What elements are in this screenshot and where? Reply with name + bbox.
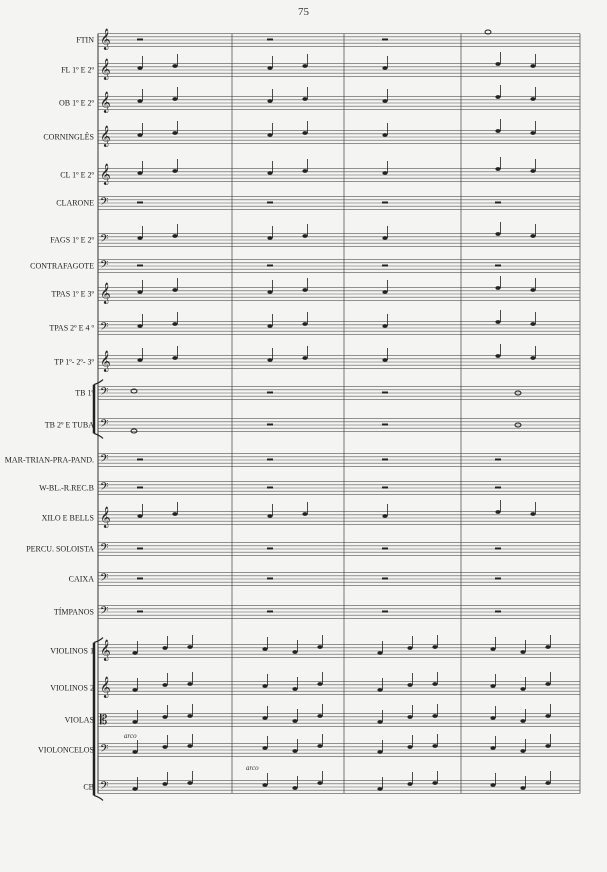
note-head: [432, 714, 437, 718]
note-head: [407, 782, 412, 786]
bass-clef-icon: 𝄢: [100, 572, 109, 587]
note-head: [292, 786, 297, 790]
note-head: [137, 358, 142, 362]
note-head: [132, 787, 137, 791]
treble-clef-icon: 𝄞: [100, 29, 111, 50]
note-head: [262, 684, 267, 688]
note-head: [407, 715, 412, 719]
note-head: [292, 749, 297, 753]
instrument-label: VIOLINOS 2: [50, 683, 94, 693]
note-head: [137, 99, 142, 103]
note-head: [267, 324, 272, 328]
note-head: [530, 288, 535, 292]
note-head: [162, 782, 167, 786]
note-head: [267, 358, 272, 362]
note-head: [382, 324, 387, 328]
note-head: [132, 651, 137, 655]
note-head: [530, 169, 535, 173]
note-head: [302, 322, 307, 326]
rest-mark: [267, 487, 273, 489]
instrument-label: W-BL.-R.REC.B: [39, 483, 94, 493]
bass-clef-icon: 𝄢: [100, 453, 109, 468]
note-head: [382, 133, 387, 137]
note-head: [187, 682, 192, 686]
note-head: [302, 288, 307, 292]
note-head: [172, 512, 177, 516]
note-head: [302, 512, 307, 516]
note-head: [292, 687, 297, 691]
note-head: [382, 514, 387, 518]
note-head: [317, 645, 322, 649]
instrument-label: XILO E BELLS: [41, 513, 94, 523]
note-head: [407, 646, 412, 650]
rest-mark: [267, 578, 273, 580]
rest-mark: [495, 459, 501, 461]
note-head: [131, 429, 137, 433]
note-head: [382, 290, 387, 294]
note-head: [292, 650, 297, 654]
note-head: [495, 286, 500, 290]
rest-mark: [495, 265, 501, 267]
note-head: [162, 646, 167, 650]
rest-mark: [137, 39, 143, 41]
instrument-label: TPAS 1º E 3º: [51, 289, 94, 299]
note-head: [187, 781, 192, 785]
note-head: [495, 167, 500, 171]
note-head: [137, 171, 142, 175]
note-head: [382, 171, 387, 175]
note-head: [520, 786, 525, 790]
note-head: [382, 358, 387, 362]
bass-clef-icon: 𝄢: [100, 321, 109, 336]
note-head: [172, 169, 177, 173]
strings-bracket-hook-bottom: [94, 795, 103, 800]
bass-clef-icon: 𝄢: [100, 605, 109, 620]
note-head: [267, 514, 272, 518]
rest-mark: [382, 611, 388, 613]
page-number: 75: [298, 6, 309, 18]
treble-clef-icon: 𝄞: [100, 640, 111, 661]
instrument-label: TÍMPANOS: [53, 607, 94, 617]
cello-arco-marking: arco: [124, 732, 137, 740]
note-head: [530, 512, 535, 516]
note-head: [302, 234, 307, 238]
note-head: [262, 647, 267, 651]
note-head: [377, 720, 382, 724]
instrument-label: TPAS 2º E 4 º: [49, 323, 94, 333]
instrument-label: PERCU. SOLOISTA: [26, 544, 94, 554]
rest-mark: [267, 611, 273, 613]
note-head: [187, 714, 192, 718]
alto-clef-icon: 𝄡: [100, 713, 108, 728]
instrument-label: CLARONE: [56, 198, 94, 208]
note-head: [545, 714, 550, 718]
rest-mark: [495, 202, 501, 204]
note-head: [495, 510, 500, 514]
rest-mark: [382, 548, 388, 550]
instrument-label: OB 1º E 2º: [59, 98, 94, 108]
note-head: [262, 716, 267, 720]
note-head: [267, 171, 272, 175]
rest-mark: [137, 611, 143, 613]
bass-clef-icon: 𝄢: [100, 743, 109, 758]
note-head: [267, 66, 272, 70]
treble-clef-icon: 𝄞: [100, 164, 111, 185]
bass-clef-icon: 𝄢: [100, 780, 109, 795]
rest-mark: [382, 578, 388, 580]
bass-clef-icon: 𝄢: [100, 259, 109, 274]
note-head: [495, 95, 500, 99]
note-head: [302, 356, 307, 360]
rest-mark: [137, 487, 143, 489]
note-head: [520, 719, 525, 723]
note-head: [407, 745, 412, 749]
note-head: [520, 650, 525, 654]
note-head: [545, 682, 550, 686]
rest-mark: [382, 459, 388, 461]
instrument-label: CONTRAFAGOTE: [30, 261, 94, 271]
cb-arco-marking: arco: [246, 764, 259, 772]
rest-mark: [495, 548, 501, 550]
note-head: [162, 745, 167, 749]
rest-mark: [267, 392, 273, 394]
rest-mark: [382, 424, 388, 426]
treble-clef-icon: 𝄞: [100, 92, 111, 113]
note-head: [490, 684, 495, 688]
note-head: [162, 715, 167, 719]
note-head: [377, 750, 382, 754]
note-head: [432, 781, 437, 785]
rest-mark: [382, 265, 388, 267]
note-head: [267, 236, 272, 240]
instrument-label: CB: [83, 782, 94, 792]
note-head: [317, 744, 322, 748]
instrument-label: FTIN: [76, 35, 94, 45]
note-head: [262, 746, 267, 750]
note-head: [490, 716, 495, 720]
note-head: [382, 66, 387, 70]
note-head: [302, 169, 307, 173]
instrument-label: TP 1º- 2º- 3º: [54, 357, 94, 367]
note-head: [530, 131, 535, 135]
note-head: [187, 645, 192, 649]
note-head: [172, 288, 177, 292]
bass-clef-icon: 𝄢: [100, 233, 109, 248]
instrument-label: TB 1º: [75, 388, 94, 398]
rest-mark: [137, 578, 143, 580]
note-head: [490, 783, 495, 787]
note-head: [545, 645, 550, 649]
instrument-label: VIOLAS: [64, 715, 94, 725]
note-head: [262, 783, 267, 787]
instrument-label: TB 2º E TUBA: [44, 420, 94, 430]
treble-clef-icon: 𝄞: [100, 507, 111, 528]
note-head: [495, 354, 500, 358]
rest-mark: [495, 487, 501, 489]
note-head: [495, 320, 500, 324]
note-head: [530, 97, 535, 101]
rest-mark: [267, 424, 273, 426]
note-head: [490, 647, 495, 651]
note-head: [137, 514, 142, 518]
note-head: [137, 66, 142, 70]
rest-mark: [137, 548, 143, 550]
rest-mark: [495, 578, 501, 580]
note-head: [292, 719, 297, 723]
instrument-label: CL 1º E 2º: [60, 170, 94, 180]
note-head: [432, 682, 437, 686]
instrument-label: CAIXA: [68, 574, 94, 584]
note-head: [302, 64, 307, 68]
rest-mark: [137, 265, 143, 267]
bass-clef-icon: 𝄢: [100, 542, 109, 557]
note-head: [302, 97, 307, 101]
note-head: [382, 236, 387, 240]
rest-mark: [267, 265, 273, 267]
note-head: [172, 64, 177, 68]
bass-clef-icon: 𝄢: [100, 418, 109, 433]
note-head: [132, 720, 137, 724]
treble-clef-icon: 𝄞: [100, 126, 111, 147]
note-head: [137, 324, 142, 328]
note-head: [132, 750, 137, 754]
rest-mark: [267, 548, 273, 550]
note-head: [490, 746, 495, 750]
note-head: [530, 234, 535, 238]
note-head: [267, 133, 272, 137]
treble-clef-icon: 𝄞: [100, 59, 111, 80]
note-head: [317, 781, 322, 785]
rest-mark: [137, 202, 143, 204]
treble-clef-icon: 𝄞: [100, 283, 111, 304]
note-head: [407, 683, 412, 687]
note-head: [137, 236, 142, 240]
note-head: [377, 688, 382, 692]
note-head: [520, 749, 525, 753]
note-head: [317, 682, 322, 686]
note-head: [317, 714, 322, 718]
note-head: [530, 64, 535, 68]
note-head: [495, 62, 500, 66]
rest-mark: [495, 611, 501, 613]
instrument-label: FL 1º E 2º: [61, 65, 94, 75]
note-head: [377, 651, 382, 655]
note-head: [172, 234, 177, 238]
note-head: [432, 744, 437, 748]
note-head: [382, 99, 387, 103]
rest-mark: [267, 39, 273, 41]
note-head: [495, 232, 500, 236]
note-head: [495, 129, 500, 133]
rest-mark: [382, 392, 388, 394]
note-head: [302, 131, 307, 135]
note-head: [545, 781, 550, 785]
note-head: [172, 131, 177, 135]
note-head: [172, 97, 177, 101]
instrument-label: VIOLINOS 1: [50, 646, 94, 656]
bass-clef-icon: 𝄢: [100, 196, 109, 211]
treble-clef-icon: 𝄞: [100, 351, 111, 372]
note-head: [132, 688, 137, 692]
note-head: [137, 290, 142, 294]
bass-clef-icon: 𝄢: [100, 386, 109, 401]
note-head: [267, 290, 272, 294]
rest-mark: [267, 459, 273, 461]
note-head: [267, 99, 272, 103]
rest-mark: [267, 202, 273, 204]
rest-mark: [382, 487, 388, 489]
instrument-label: FAGS 1º E 2º: [50, 235, 94, 245]
instrument-label: MAR-TRIAN-PRA-PAND.: [4, 455, 94, 465]
bass-clef-icon: 𝄢: [100, 481, 109, 496]
rest-mark: [137, 459, 143, 461]
rest-mark: [382, 202, 388, 204]
note-head: [377, 787, 382, 791]
note-head: [545, 744, 550, 748]
treble-clef-icon: 𝄞: [100, 677, 111, 698]
note-head: [187, 744, 192, 748]
instrument-label: CORNINGLÊS: [43, 132, 94, 142]
note-head: [520, 687, 525, 691]
note-head: [530, 356, 535, 360]
note-head: [172, 322, 177, 326]
note-head: [137, 133, 142, 137]
note-head: [432, 645, 437, 649]
note-head: [172, 356, 177, 360]
note-head: [162, 683, 167, 687]
instrument-label: VIOLONCELOS: [38, 745, 94, 755]
rest-mark: [382, 39, 388, 41]
note-head: [530, 322, 535, 326]
